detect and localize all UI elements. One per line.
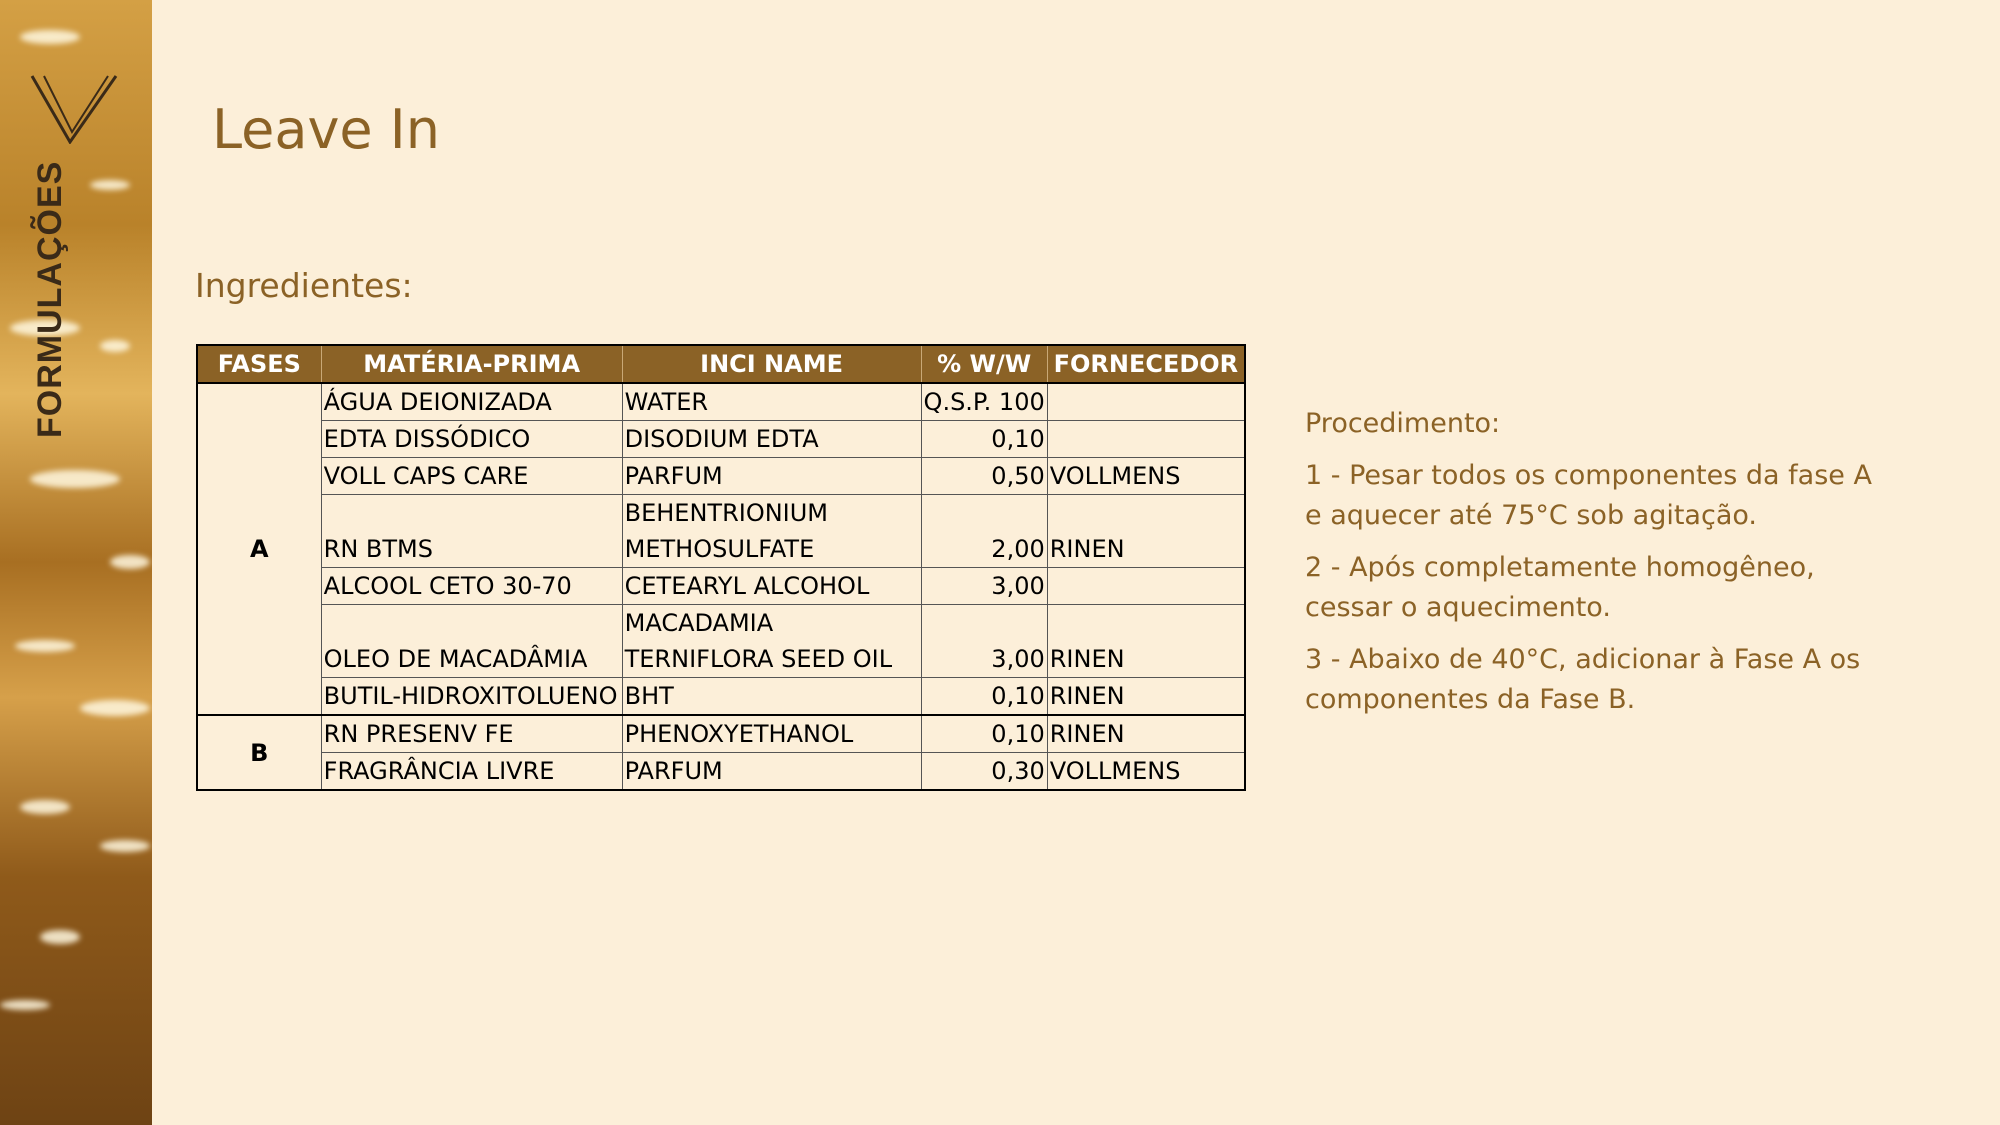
table-row <box>197 383 1245 421</box>
table-header-row <box>197 345 1245 383</box>
fornecedor-cell: VOLLMENS <box>1047 753 1245 791</box>
table-row <box>197 605 1245 678</box>
procedure-heading: Procedimento: <box>1305 408 1501 439</box>
materia-cell: FRAGRÂNCIA LIVRE <box>321 753 622 791</box>
ww-cell: 0,10 <box>921 678 1047 716</box>
procedure-step: 1 - Pesar todos os componentes da fase A e aquecer até 75°C sob agitação. <box>1305 460 1872 531</box>
materia-cell: ÁGUA DEIONIZADA <box>321 383 622 421</box>
table-row <box>197 495 1245 568</box>
ww-cell: Q.S.P. 100 <box>921 383 1047 421</box>
materia-cell: BUTIL-HIDROXITOLUENO <box>321 678 622 716</box>
ingredients-label: Ingredientes: <box>195 266 413 305</box>
materia-cell: RN BTMS <box>321 495 622 568</box>
header-inci-name: INCI NAME <box>622 345 921 383</box>
table-row <box>197 715 1245 753</box>
inci-line: TERNIFLORA SEED OIL <box>624 645 893 673</box>
procedure-step: 2 - Após completamente homogêneo, cessar o aquecimento. <box>1305 552 1815 623</box>
ingredients-table <box>196 344 1246 791</box>
ww-cell: 0,10 <box>921 421 1047 458</box>
v-logo-icon <box>30 74 118 144</box>
table-row <box>197 753 1245 791</box>
decorative-sidebar <box>0 0 152 1125</box>
fornecedor-cell: RINEN <box>1047 715 1245 753</box>
fornecedor-cell <box>1047 383 1245 421</box>
procedure-step: 3 - Abaixo de 40°C, adicionar à Fase A os componentes da Fase B. <box>1305 644 1861 715</box>
ww-cell: 2,00 <box>921 495 1047 568</box>
header-fases: FASES <box>197 345 321 383</box>
materia-cell: EDTA DISSÓDICO <box>321 421 622 458</box>
phase-a-cell: A <box>197 383 321 715</box>
inci-cell: PARFUM <box>622 753 921 791</box>
table-row <box>197 421 1245 458</box>
phase-b-cell: B <box>197 715 321 790</box>
table-row <box>197 458 1245 495</box>
table-row <box>197 568 1245 605</box>
ww-cell: 0,50 <box>921 458 1047 495</box>
ww-cell: 0,30 <box>921 753 1047 791</box>
header-materia-prima: MATÉRIA-PRIMA <box>321 345 622 383</box>
ww-cell: 0,10 <box>921 715 1047 753</box>
fornecedor-cell: RINEN <box>1047 678 1245 716</box>
header-ww: % W/W <box>921 345 1047 383</box>
inci-cell <box>622 495 921 568</box>
materia-cell: OLEO DE MACADÂMIA <box>321 605 622 678</box>
inci-line: METHOSULFATE <box>624 535 815 563</box>
fornecedor-cell <box>1047 568 1245 605</box>
inci-cell: CETEARYL ALCOHOL <box>622 568 921 605</box>
inci-cell: BHT <box>622 678 921 716</box>
header-fornecedor: FORNECEDOR <box>1047 345 1245 383</box>
materia-cell: VOLL CAPS CARE <box>321 458 622 495</box>
materia-cell: RN PRESENV FE <box>321 715 622 753</box>
table-row <box>197 678 1245 716</box>
inci-cell: DISODIUM EDTA <box>622 421 921 458</box>
fornecedor-cell: RINEN <box>1047 605 1245 678</box>
fornecedor-cell: RINEN <box>1047 495 1245 568</box>
inci-cell: PARFUM <box>622 458 921 495</box>
procedure-section <box>1305 404 1885 732</box>
inci-cell <box>622 605 921 678</box>
formulacoes-label: FORMULAÇÕES <box>31 160 69 438</box>
page-title: Leave In <box>212 98 440 161</box>
fornecedor-cell <box>1047 421 1245 458</box>
inci-cell: PHENOXYETHANOL <box>622 715 921 753</box>
ww-cell: 3,00 <box>921 568 1047 605</box>
inci-cell: WATER <box>622 383 921 421</box>
fornecedor-cell: VOLLMENS <box>1047 458 1245 495</box>
ww-cell: 3,00 <box>921 605 1047 678</box>
inci-line: MACADAMIA <box>624 609 774 637</box>
inci-line: BEHENTRIONIUM <box>624 499 829 527</box>
materia-cell: ALCOOL CETO 30-70 <box>321 568 622 605</box>
